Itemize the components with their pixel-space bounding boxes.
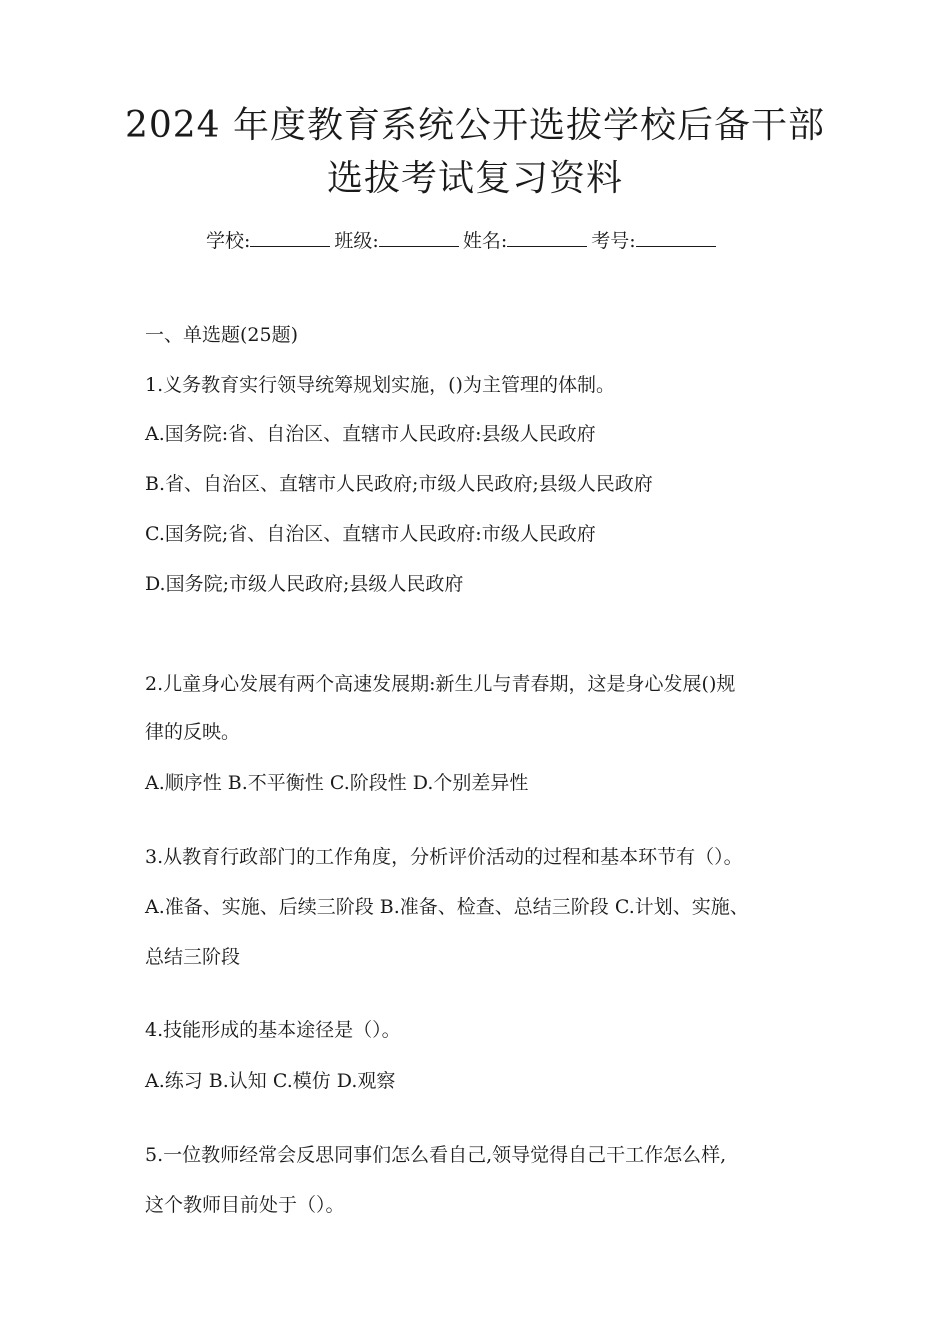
question-1-option-a: A.国务院:省、自治区、直辖市人民政府:县级人民政府 bbox=[145, 423, 596, 445]
exam-number-blank bbox=[636, 228, 716, 247]
document-title-line-1: 2024 年度教育系统公开选拔学校后备干部 bbox=[124, 105, 826, 146]
question-3-options-line-2: 总结三阶段 bbox=[145, 946, 241, 968]
name-label: 姓名: bbox=[462, 230, 508, 252]
section-heading: 一、单选题(25题) bbox=[145, 324, 299, 346]
school-label: 学校: bbox=[206, 230, 251, 252]
question-3-options-line-1: A.准备、实施、后续三阶段 B.准备、检查、总结三阶段 C.计划、实施、 bbox=[145, 896, 749, 918]
question-1-option-c: C.国务院;省、自治区、直辖市人民政府:市级人民政府 bbox=[145, 523, 596, 545]
exam-number-label: 考号: bbox=[591, 230, 636, 252]
question-1-option-b: B.省、自治区、直辖市人民政府;市级人民政府;县级人民政府 bbox=[145, 473, 653, 495]
question-1-stem: 1.义务教育实行领导统筹规划实施，()为主管理的体制。 bbox=[145, 374, 615, 396]
question-4-stem: 4.技能形成的基本途径是（）。 bbox=[145, 1019, 401, 1041]
school-blank bbox=[250, 228, 330, 247]
name-blank bbox=[507, 228, 587, 247]
question-5-stem-line-2: 这个教师目前处于（）。 bbox=[145, 1194, 345, 1216]
student-info-row bbox=[206, 226, 720, 253]
class-blank bbox=[379, 228, 459, 247]
question-2-stem-line-2: 律的反映。 bbox=[145, 721, 241, 743]
question-2-options: A.顺序性 B.不平衡性 C.阶段性 D.个别差异性 bbox=[145, 772, 529, 794]
question-3-stem: 3.从教育行政部门的工作角度，分析评价活动的过程和基本环节有（）。 bbox=[145, 846, 743, 868]
class-label: 班级: bbox=[334, 230, 379, 252]
question-1-option-d: D.国务院;市级人民政府;县级人民政府 bbox=[145, 573, 464, 595]
question-5-stem-line-1: 5.一位教师经常会反思同事们怎么看自己,领导觉得自己干工作怎么样, bbox=[145, 1144, 727, 1166]
document-title-line-2: 选拔考试复习资料 bbox=[326, 158, 623, 199]
question-4-options: A.练习 B.认知 C.模仿 D.观察 bbox=[145, 1070, 396, 1092]
question-2-stem-line-1: 2.儿童身心发展有两个高速发展期:新生儿与青春期，这是身心发展()规 bbox=[145, 673, 736, 695]
